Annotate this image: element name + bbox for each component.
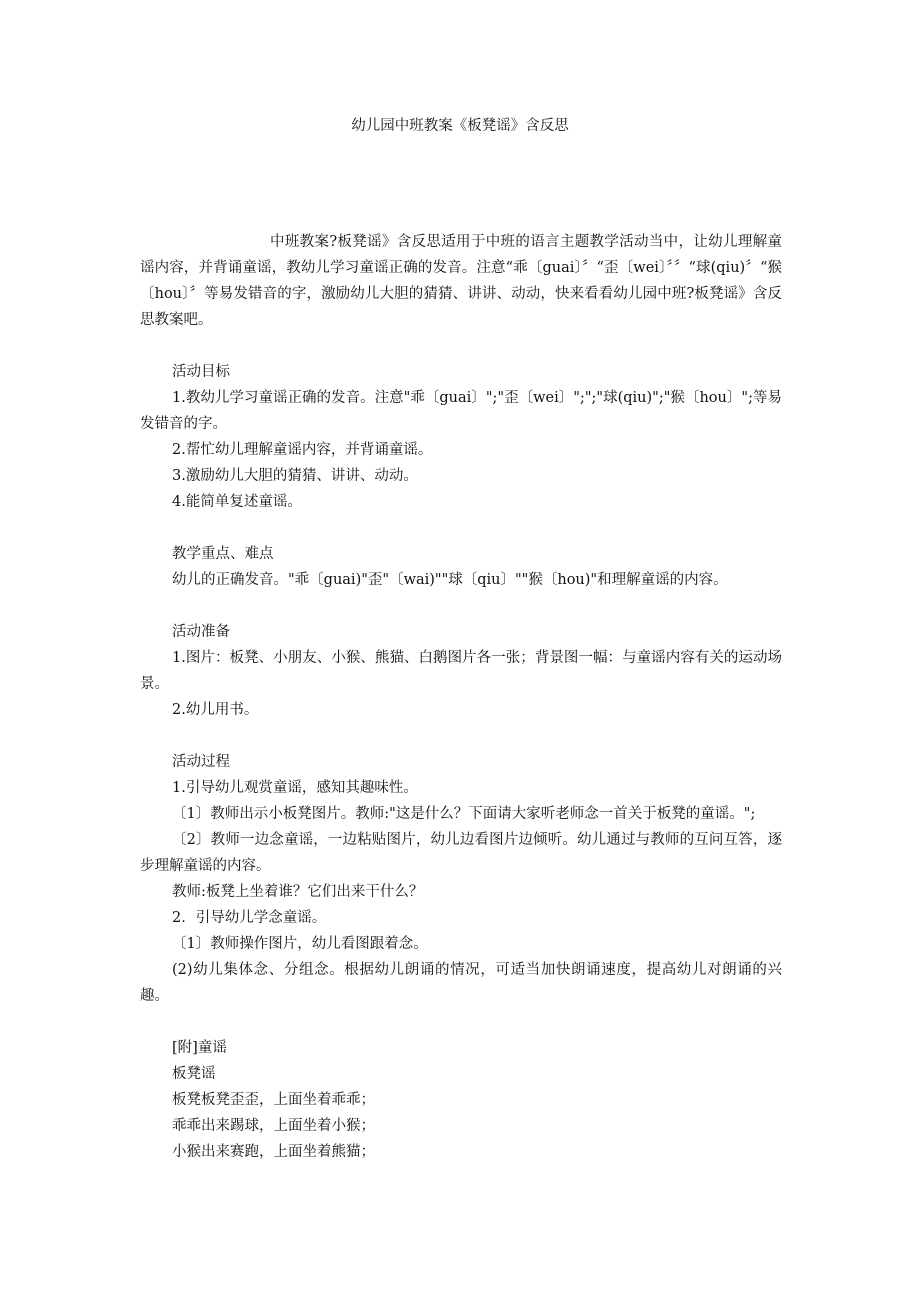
section-keypoints bbox=[140, 541, 782, 593]
goal-item: 2.帮忙幼儿理解童谣内容，并背诵童谣。 bbox=[172, 442, 433, 458]
section-process bbox=[140, 749, 782, 1009]
intro-paragraph: 中班教案?板凳谣》含反思适用于中班的语言主题教学活动当中，让幼儿理解童谣内容，并背诵童谣，教幼儿学习童谣正确的发音。注意“乖〔guai〕〞“歪〔wei〕〞〞“球(qiu)〞“猴〔hou〕〞等易发错音的字，激励幼儿大胆的猜猜、讲讲、动动，快来看看幼儿园中班?板凳谣》含反思教案吧。 bbox=[140, 234, 782, 328]
section-goals bbox=[140, 359, 782, 515]
process-item: 〔1〕教师操作图片，幼儿看图跟着念。 bbox=[172, 936, 428, 952]
goal-item: 3.激励幼儿大胆的猜猜、讲讲、动动。 bbox=[172, 468, 418, 484]
spacer bbox=[140, 333, 782, 359]
page-title: 幼儿园中班教案《板凳谣》含反思 bbox=[351, 118, 569, 134]
goal-item: 4.能简单复述童谣。 bbox=[172, 494, 302, 510]
section-heading: 活动准备 bbox=[172, 624, 230, 640]
preparation-item: 1.图片：板凳、小朋友、小猴、熊猫、白鹅图片各一张；背景图一幅：与童谣内容有关的运动场景。 bbox=[140, 650, 782, 692]
spacer bbox=[140, 515, 782, 541]
keypoints-text: 幼儿的正确发音。"乖〔guai)"歪"〔wai)""球〔qiu〕""猴〔hou)"和理解童谣的内容。 bbox=[172, 572, 728, 588]
spacer bbox=[140, 723, 782, 749]
poem-line: 板凳板凳歪歪，上面坐着乖乖； bbox=[172, 1092, 375, 1108]
process-item: 教师:板凳上坐着谁？它们出来干什么？ bbox=[172, 884, 424, 900]
section-preparation bbox=[140, 619, 782, 723]
poem-title: 板凳谣 bbox=[172, 1066, 216, 1082]
section-heading: 活动目标 bbox=[172, 364, 230, 380]
process-item: 1.引导幼儿观赏童谣，感知其趣味性。 bbox=[172, 780, 418, 796]
spacer bbox=[140, 593, 782, 619]
section-heading: 教学重点、难点 bbox=[172, 546, 274, 562]
goal-item: 1.教幼儿学习童谣正确的发音。注意"乖〔guai〕";"歪〔wei〕";";"球(qiu)";"猴〔hou〕";等易发错音的字。 bbox=[140, 390, 782, 432]
process-item: 〔1〕教师出示小板凳图片。教师:"这是什么？下面请大家听老师念一首关于板凳的童谣。"; bbox=[172, 806, 756, 822]
process-item: 〔2〕教师一边念童谣，一边粘贴图片，幼儿边看图片边倾听。幼儿通过与教师的互问互答，逐步理解童谣的内容。 bbox=[140, 832, 782, 874]
section-heading: [附]童谣 bbox=[172, 1040, 227, 1056]
poem-line: 小猴出来赛跑，上面坐着熊猫； bbox=[172, 1144, 375, 1160]
poem-line: 乖乖出来踢球，上面坐着小猴； bbox=[172, 1118, 375, 1134]
document-body bbox=[140, 229, 782, 1165]
spacer bbox=[140, 1009, 782, 1035]
preparation-item: 2.幼儿用书。 bbox=[172, 702, 259, 718]
section-appendix bbox=[140, 1035, 782, 1165]
process-item: (2)幼儿集体念、分组念。根据幼儿朗诵的情况，可适当加快朗诵速度，提高幼儿对朗诵的兴趣。 bbox=[140, 962, 782, 1004]
section-heading: 活动过程 bbox=[172, 754, 230, 770]
process-item: 2．引导幼儿学念童谣。 bbox=[172, 910, 327, 926]
